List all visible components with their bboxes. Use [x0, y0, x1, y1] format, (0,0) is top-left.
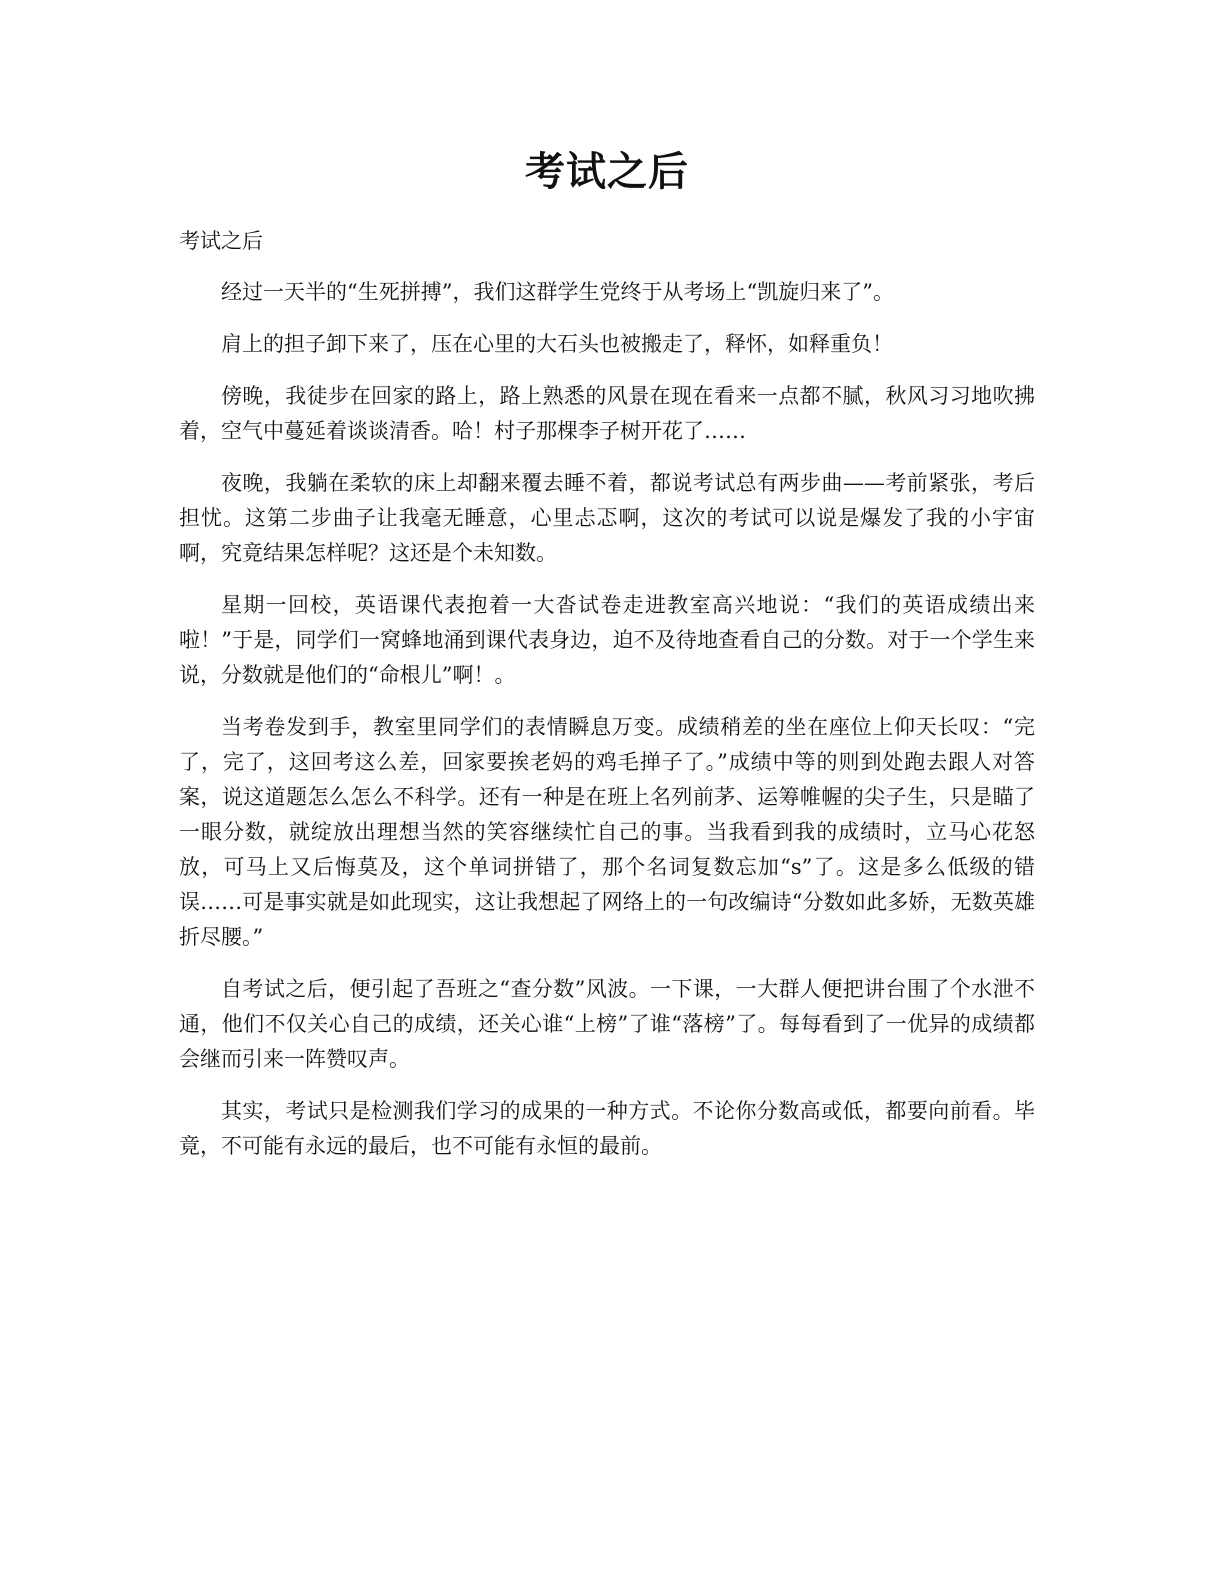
- document-page: [179, 140, 1035, 1164]
- paragraph-6: 当考卷发到手，教室里同学们的表情瞬息万变。成绩稍差的坐在座位上仰天长叹：“完了，完了，这回考这么差，回家要挨老妈的鸡毛掸子了。”成绩中等的则到处跑去跟人对答案，说这道题怎么怎么不科学。还有一种是在班上名列前茅、运筹帷幄的尖子生，只是瞄了一眼分数，就绽放出理想当然的笑容继续忙自己的事。当我看到我的成绩时，立马心花怒放，可马上又后悔莫及，这个单词拼错了，那个名词复数忘加“s”了。这是多么低级的错误……可是事实就是如此现实，这让我想起了网络上的一句改编诗“分数如此多娇，无数英雄折尽腰。”: [179, 715, 1035, 949]
- document-subtitle: 考试之后: [179, 229, 263, 253]
- document-title: 考试之后: [525, 148, 689, 195]
- paragraph-1: 经过一天半的“生死拼搏”，我们这群学生党终于从考场上“凯旋归来了”。: [221, 280, 894, 304]
- paragraph-8: 其实，考试只是检测我们学习的成果的一种方式。不论你分数高或低，都要向前看。毕竟，不可能有永远的最后，也不可能有永恒的最前。: [179, 1099, 1035, 1158]
- paragraph-7: 自考试之后，便引起了吾班之“查分数”风波。一下课，一大群人便把讲台围了个水泄不通，他们不仅关心自己的成绩，还关心谁“上榜”了谁“落榜”了。每每看到了一优异的成绩都会继而引来一阵赞叹声。: [179, 977, 1035, 1071]
- paragraph-5: 星期一回校，英语课代表抱着一大沓试卷走进教室高兴地说：“我们的英语成绩出来啦！”于是，同学们一窝蜂地涌到课代表身边，迫不及待地查看自己的分数。对于一个学生来说，分数就是他们的“命根儿”啊！。: [179, 593, 1035, 687]
- paragraph-4: 夜晚，我躺在柔软的床上却翻来覆去睡不着，都说考试总有两步曲——考前紧张，考后担忧。这第二步曲子让我毫无睡意，心里忐忑啊，这次的考试可以说是爆发了我的小宇宙啊，究竟结果怎样呢？这还是个未知数。: [179, 471, 1035, 565]
- paragraph-3: 傍晚，我徒步在回家的路上，路上熟悉的风景在现在看来一点都不腻，秋风习习地吹拂着，空气中蔓延着谈谈清香。哈！村子那棵李子树开花了……: [179, 384, 1035, 443]
- paragraph-2: 肩上的担子卸下来了，压在心里的大石头也被搬走了，释怀，如释重负！: [221, 332, 893, 356]
